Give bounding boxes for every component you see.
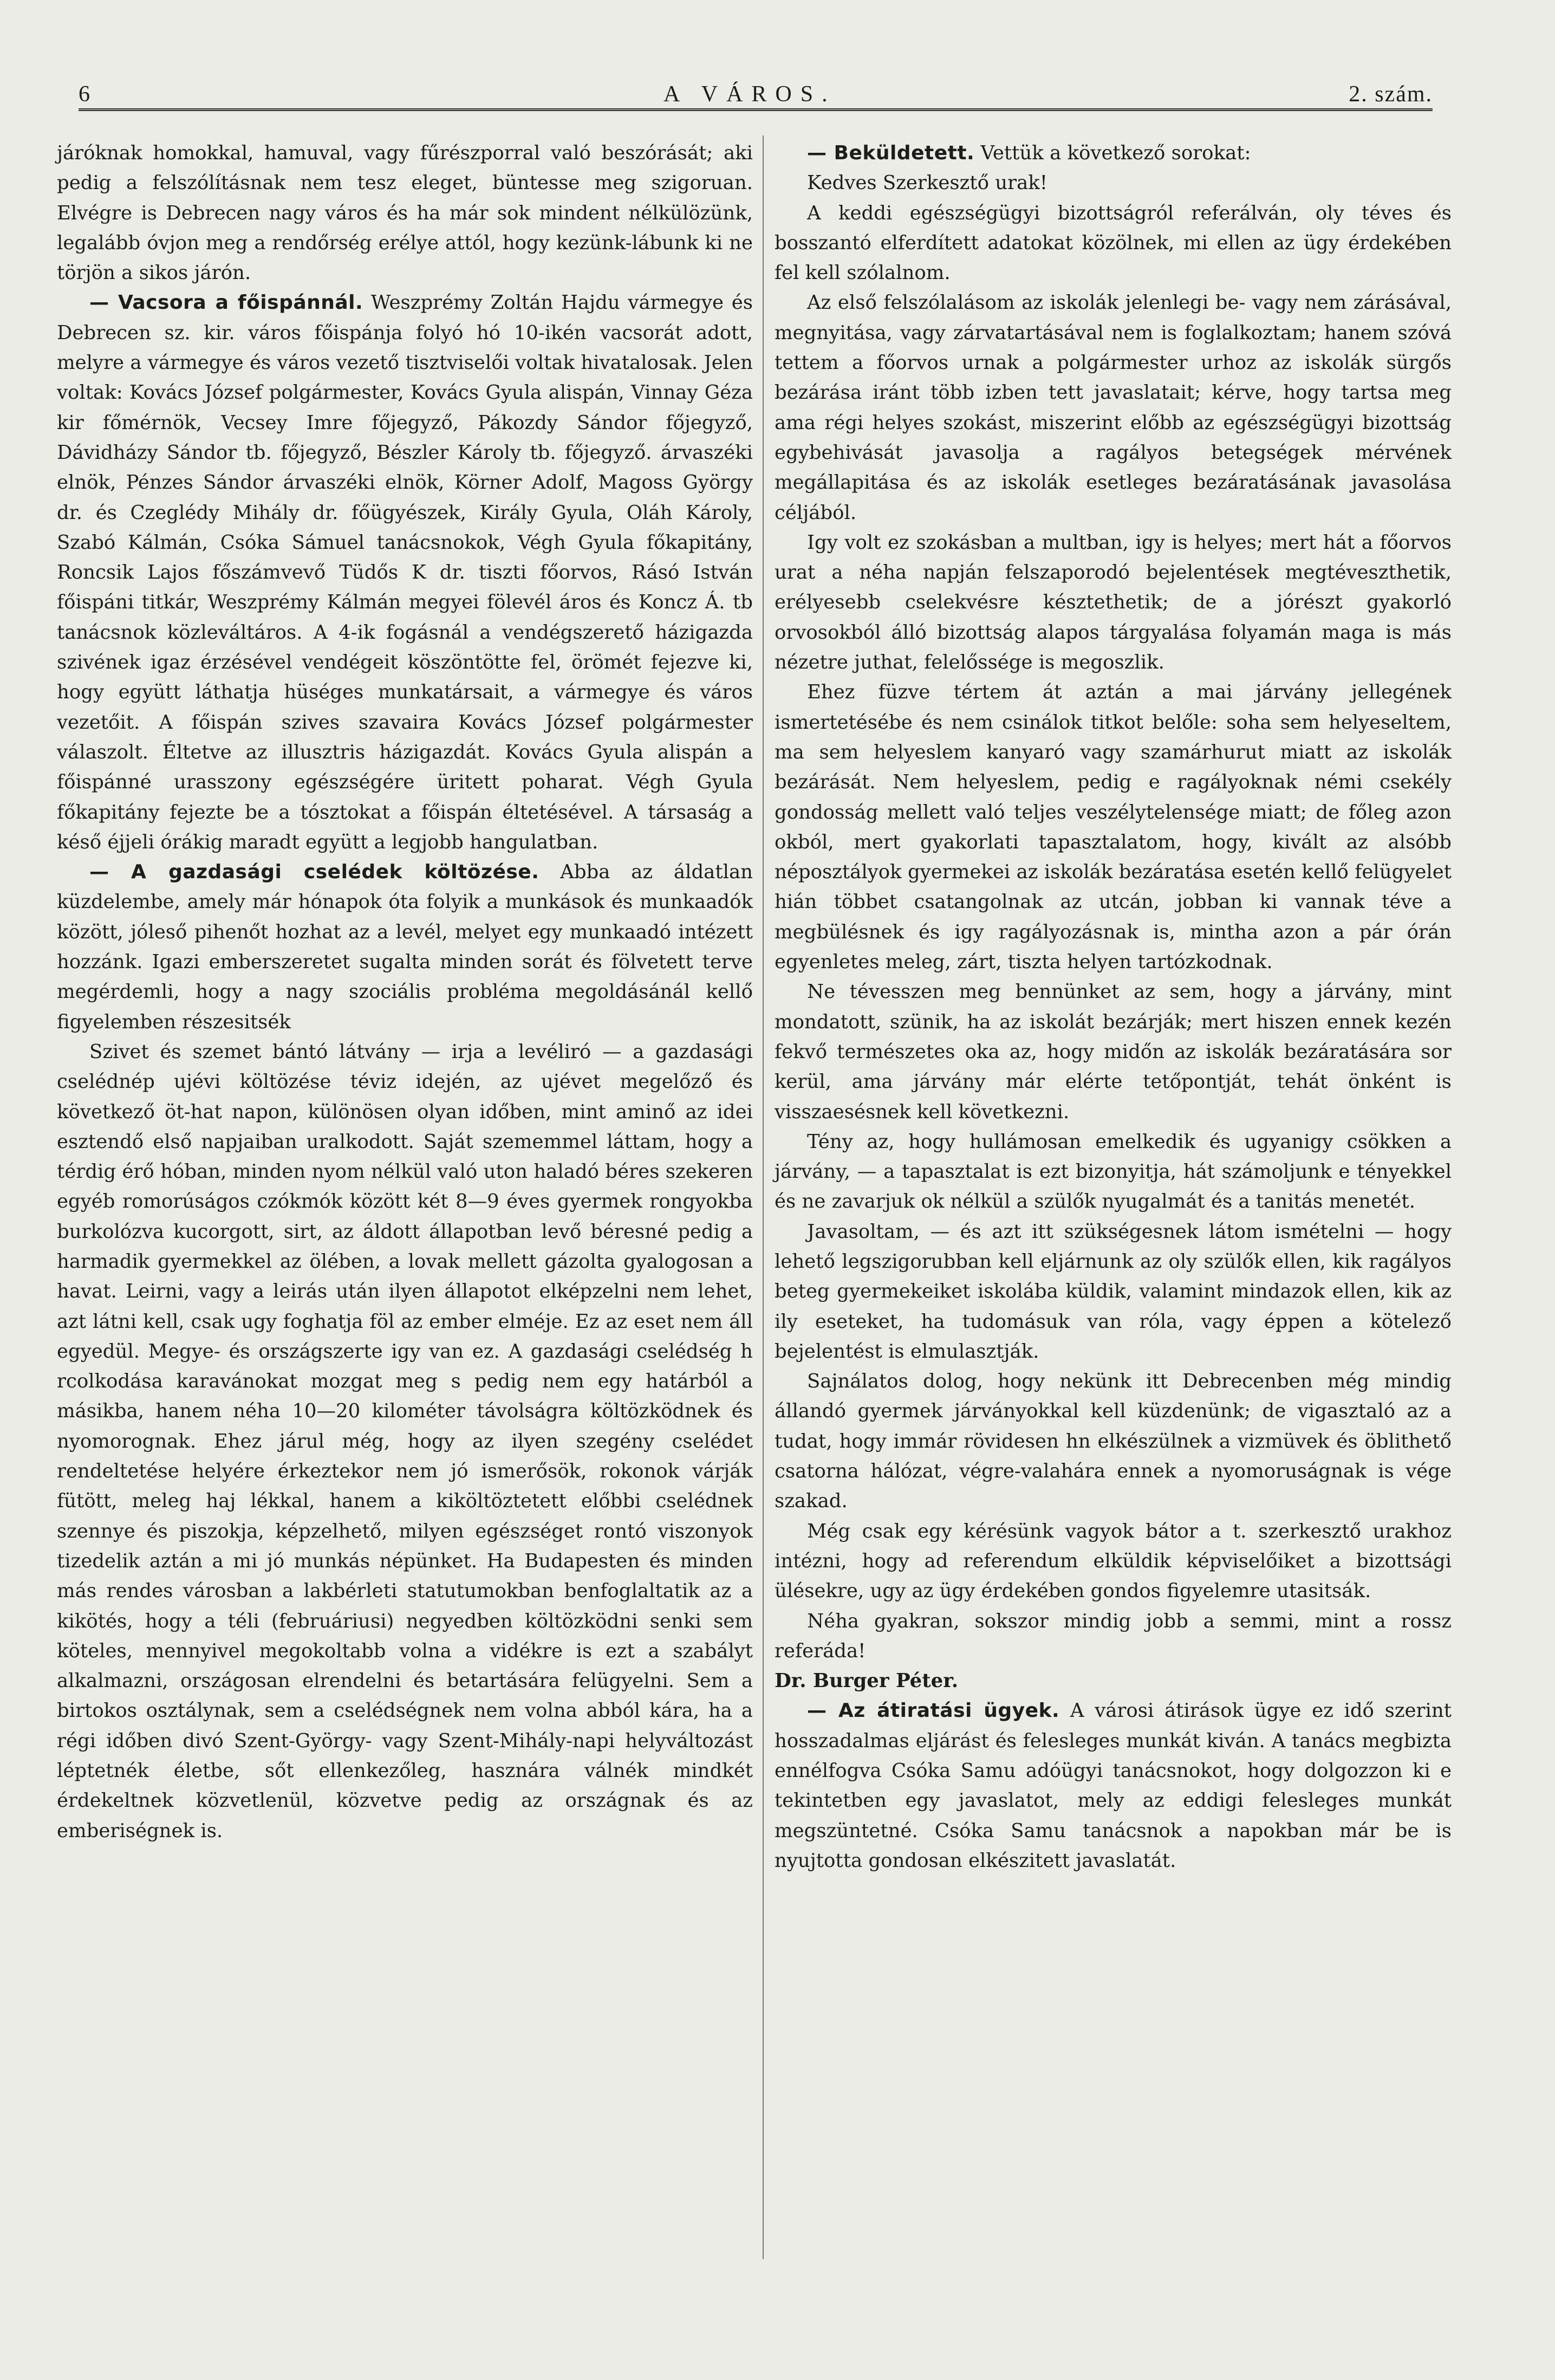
article-submitted-body: Vettük a következő sorokat: [980,142,1251,164]
article-dinner [57,288,753,857]
letter-paragraph: Tény az, hogy hullámosan emelkedik és ugyanigy csökken a járvány, — a tapasztalat is ezt bizonyitja, hát számoljunk e tényekkel és ne zavarjuk ok nélkül a szülők nyugalmát és a tanitás menetét. [775,1130,1452,1213]
article-submitted-heading: — Beküldetett. [807,142,975,164]
letter-paragraph: A keddi egészségügyi bizottságról referálván, oly téves és bosszantó elferdített adatokat közölnek, mi ellen az ügy érdekében fel kell szólalnom. [775,202,1452,284]
left-column [57,138,753,1846]
column-divider [763,135,764,2259]
letter-paragraph: Sajnálatos dolog, hogy nekünk itt Debrecenben még mindig állandó gyermek járványokkal kell küzdenünk; de vigasztaló az a tudat, hogy immár rövidesen hn elkészülnek a vizmüvek és öblithető csatorna hálózat, végre-valahára ennek a nyomoruságnak is vége szakad. [775,1370,1452,1513]
article-transfer-body: A városi átirások ügye ez idő szerint hosszadalmas eljárást és felesleges munkát kiván. A tanács megbizta ennélfogva Csóka Samu adóügyi tanácsnokot, hogy dolgozzon ki e tekintetben egy javaslatot, mely az eddigi felesleges munkát megszüntetné. Csóka Samu tanácsnok a napokban már be is nyujtotta gondosan elkészitett javaslatát. [775,1700,1452,1872]
article-servants [57,857,753,1037]
article-transfer [775,1696,1452,1876]
article-servants-heading: — A gazdasági cselédek költözése. [89,861,539,884]
article-servants-body: Abba az áldatlan küzdelembe, amely már hónapok óta folyik a munkások és munkaadók között, jóleső pihenőt hozhat az a levél, melyet egy munkaadó intézett hozzánk. Igazi emberszeretet sugalta minden sorát és fölvetett terve megérdemli, hogy a nagy szociális probléma megoldásánál kellő figyelemben részesitsék [57,861,753,1033]
letter-signature: Dr. Burger Péter. [775,1670,959,1692]
letter-paragraph: Az első felszólalásom az iskolák jelenlegi be- vagy nem zárásával, megnyitása, vagy zárvatartásával nem is foglalkoztam; hanem szóvá tettem a főorvos urnak a polgármester urhoz az iskolák sürgős bezárása iránt több izben tett javaslatait; kérve, hogy tartsa meg ama régi helyes szokást, miszerint előbb az egészségügyi bizottság egybehivását javasolja a ragályos betegségek mérvének megállapitása és az iskolák esetleges bezáratásának javasolása céljából. [775,291,1452,524]
letter-paragraph: Ne tévesszen meg bennünket az sem, hogy a járvány, mint mondatott, szünik, ha az iskolát bezárják; mert hiszen ennek kezén fekvő természetes oka az, hogy midőn az iskolák bezáratására sor kerül, ama járvány már elérte tetőpontját, tehát önként is visszaesésnek kell következni. [775,981,1452,1123]
intro-paragraph: járóknak homokkal, hamuval, vagy fűrészporral való beszórását; aki pedig a felszólításnak nem tesz eleget, büntesse meg szigoruan. Elvégre is Debrecen nagy város és ha már sok mindent nélkülözünk, legalább óvjon meg a rendőrség erélye attól, hogy kezünk-lábunk ki ne törjön a sikos járón. [57,142,753,284]
article-servants-quote: Szivet és szemet bántó látvány — irja a levéliró — a gazdasági cselédnép ujévi költözése téviz idején, az ujévet megelőző és következő öt-hat napon, különösen olyan időben, mint aminő az idei esztendő első napjaiban uralkodott. Saját szememmel láttam, hogy a térdig érő hóban, minden nyom nélkül való uton haladó béres szekeren egyéb romorúságos czókmók között két 8—9 éves gyermek rongyokba burkolózva kucorgott, sirt, az áldott állapotban levő béresné pedig a harmadik gyermekkel az ölében, a lovak mellett gázolta gyalogosan a havat. Leirni, vagy a leirás után ilyen állapotot elképzelni nem lehet, azt látni kell, csak ugy foghatja föl az ember elméje. Ez az eset nem áll egyedül. Megye- és országszerte igy van ez. A gazdasági cselédség h rcolkodása karavánokat mozgat meg s pedig nem egy határból a másikba, hanem néha 10—20 kilométer távolságra költözködnek és nyomorognak. Ehez járul még, hogy az ilyen szegény cselédet rendeltetése helyére érkeztekor nem jó ismerősök, rokonok várják fütött, meleg haj lékkal, hanem a kiköltöztetett előbbi cselédnek szennye és piszokja, képzelhető, milyen egészséget rontó viszonyok tizedelik aztán a mi jó munkás népünket. Ha Budapesten és minden más rendes városban a lakbérleti statutumokban benfoglaltatik az a kikötés, hogy a téli (februáriusi) negyedben költözködni senki sem köteles, mennyivel megokoltabb volna a vidékre is ezt a szabályt alkalmazni, országosan elrendelni és betartására felügyelni. Sem a birtokos osztálynak, sem a cselédségnek nem volna abból kára, ha a régi időben divó Szent-György- vagy Szent-Mihály-napi helyváltozást léptetnék életbe, sőt ellenkezőleg, hasznára válnék mindkét érdekeltnek közvetlenül, közvetve pedig az országnak és az emberiségnek is. [57,1040,753,1842]
right-column [775,138,1452,1876]
article-dinner-heading: — Vacsora a főispánnál. [89,291,363,314]
article-transfer-heading: — Az átiratási ügyek. [807,1700,1060,1722]
article-dinner-body: Weszprémy Zoltán Hajdu vármegye és Debrecen sz. kir. város főispánja folyó hó 10-ikén vacsorát adott, melyre a vármegye és város vezető tisztviselői voltak hivatalosak. Jelen voltak: Kovács József polgármester, Kovács Gyula alispán, Vinnay Géza kir főmérnök, Vecsey Imre főjegyző, Pákozdy Sándor főjegyző, Dávidházy Sándor tb. főjegyző, Bészler Károly tb. főjegyző. árvaszéki elnök, Pénzes Sándor árvaszéki elnök, Körner Adolf, Magoss György dr. és Czeglédy Mihály dr. főügyészek, Király Gyula, Oláh Károly, Szabó Kálmán, Csóka Sámuel tanácsnokok, Végh Gyula főkapitány, Roncsik Lajos főszámvevő Tüdős K dr. tiszti főorvos, Rásó István főispáni titkár, Weszprémy Kálmán megyei fölevél áros és Koncz Á. tb tanácsnok közleváltáros. A 4-ik fogásnál a vendégszerető házigazda szivének igaz érzésével vendégeit köszöntötte fel, örömét fejezve ki, hogy együtt láthatja hüséges munkatársait, a vármegye és város vezetőit. A főispán szives szavaira Kovács József polgármester válaszolt. Éltetve az illusztris házigazdát. Kovács Gyula alispán a főispánné urasszony egészségére üritett poharat. Végh Gyula főkapitány fejezte be a tósztokat a főispán éltetésével. A társaság a késő éjjeli órákig maradt együtt a legjobb hangulatban. [57,291,753,853]
letter-paragraph: Javasoltam, — és azt itt szükségesnek látom ismételni — hogy lehető legszigorubban kell eljárnunk az oly szülők ellen, kik ragályos beteg gyermekeiket iskolába küldik, valamint mindazok ellen, kik az ily eseteket, ha tudomásuk van róla, vagy éppen a kötelező bejelentést is elmulasztják. [775,1220,1452,1363]
letter-paragraph: Ehez füzve tértem át aztán a mai járvány jellegének ismertetésébe és nem csinálok titkot belőle: soha sem helyeseltem, ma sem helyeslem kanyaró vagy szamárhurut miatt az iskolák bezárását. Nem helyeslem, pedig e ragályoknak némi csekély gondosság mellett való teljes veszélytelensége miatt; de főleg azon okból, mert gyakorlati tapasztalatom, hogy, kivált az alsóbb néposztályok gyermekei az iskolák bezáratása esetén kellő felügyelet hián többet csatangolnak az utcán, jobban ki vannak téve a megbülésnek és igy ragályozásnak is, mintha azon a pár órán egyenletes meleg, zárt, tiszta helyen tartózkodnak. [775,681,1452,974]
article-submitted [775,138,1452,168]
issue-number: 2. szám. [1349,82,1433,107]
newspaper-title: A VÁROS. [663,82,836,107]
letter-paragraph: Még csak egy kérésünk vagyok bátor a t. szerkesztő urakhoz intézni, hogy ad referendum elküldik képviselőiket a bizottsági ülésekre, ugy az ügy érdekében gondos figyelemre utasitsák. [775,1520,1452,1603]
header-rule [79,108,1433,111]
page-number: 6 [79,82,90,107]
letter-salutation: Kedves Szerkesztő urak! [807,172,1048,194]
letter-paragraph: Igy volt ez szokásban a multban, igy is helyes; mert hát a főorvos urat a néha napján felszaporodó bejelentések megtéveszthetik, erélyesebb cselekvésre késztethetik; de a jórészt gyakorló orvosokból álló bizottság alapos tárgyalása folyamán maga is más nézetre juthat, felelőssége is megoszlik. [775,531,1452,674]
letter-paragraph: Néha gyakran, sokszor mindig jobb a semmi, mint a rossz referáda! [775,1610,1452,1662]
